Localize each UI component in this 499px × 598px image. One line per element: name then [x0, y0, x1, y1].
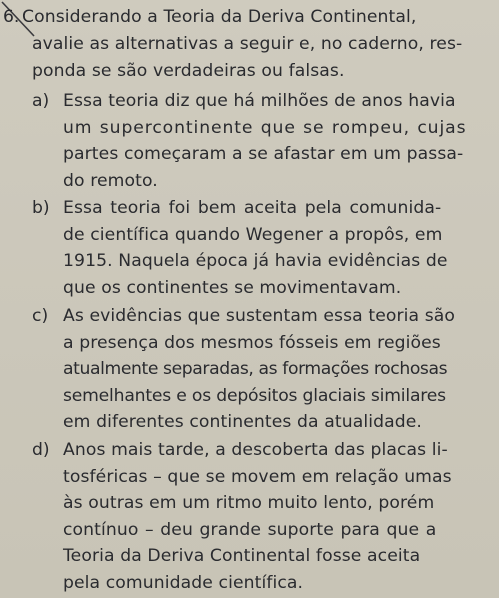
alternative-d-line: Teoria da Deriva Continental fosse aceita [63, 546, 421, 567]
alternative-d-line: às outras em um ritmo muito lento, porém [63, 493, 435, 514]
alternative-d-line: Anos mais tarde, a descoberta das placas li- [63, 440, 448, 461]
alternative-a-line: do remoto. [63, 170, 158, 191]
intro-line: avalie as alternativas a seguir e, no caderno, res- [32, 34, 463, 55]
alternative-b-line: que os continentes se movimentavam. [63, 277, 402, 298]
question-number: 6. [3, 7, 20, 27]
alternative-label-d: d) [32, 440, 50, 461]
alternative-label-c: c) [32, 306, 49, 326]
alternative-c-line: semelhantes e os depósitos glaciais similares [63, 385, 446, 406]
alternative-a-line: um supercontinente que se rompeu, cujas [63, 117, 467, 138]
alternative-c-line: em diferentes continentes da atualidade. [63, 412, 422, 433]
alternative-d-line: tosféricas – que se movem em relação umas [63, 466, 452, 487]
alternative-label-b: b) [32, 198, 50, 219]
alternative-b-line: 1915. Naquela época já havia evidências de [63, 251, 448, 272]
alternative-a-line: partes começaram a se afastar em um passa- [63, 144, 464, 165]
alternative-c-line: a presença dos mesmos fósseis em regiões [63, 332, 441, 353]
alternative-b-line: Essa teoria foi bem aceita pela comunida- [63, 198, 442, 219]
intro-line: Considerando a Teoria da Deriva Continental, [22, 7, 417, 27]
alternative-label-a: a) [32, 91, 50, 112]
alternative-d-line: pela comunidade científica. [63, 573, 304, 593]
alternative-c-line: As evidências que sustentam essa teoria são [63, 306, 456, 326]
alternative-a-line: Essa teoria diz que há milhões de anos havia [63, 91, 456, 112]
alternative-d-line: contínuo – deu grande suporte para que a [63, 519, 437, 540]
alternative-c-line: atualmente separadas, as formações rochosas [63, 359, 448, 380]
intro-line: ponda se são verdadeiras ou falsas. [32, 60, 345, 81]
alternative-b-line: de científica quando Wegener a propôs, em [63, 224, 443, 245]
